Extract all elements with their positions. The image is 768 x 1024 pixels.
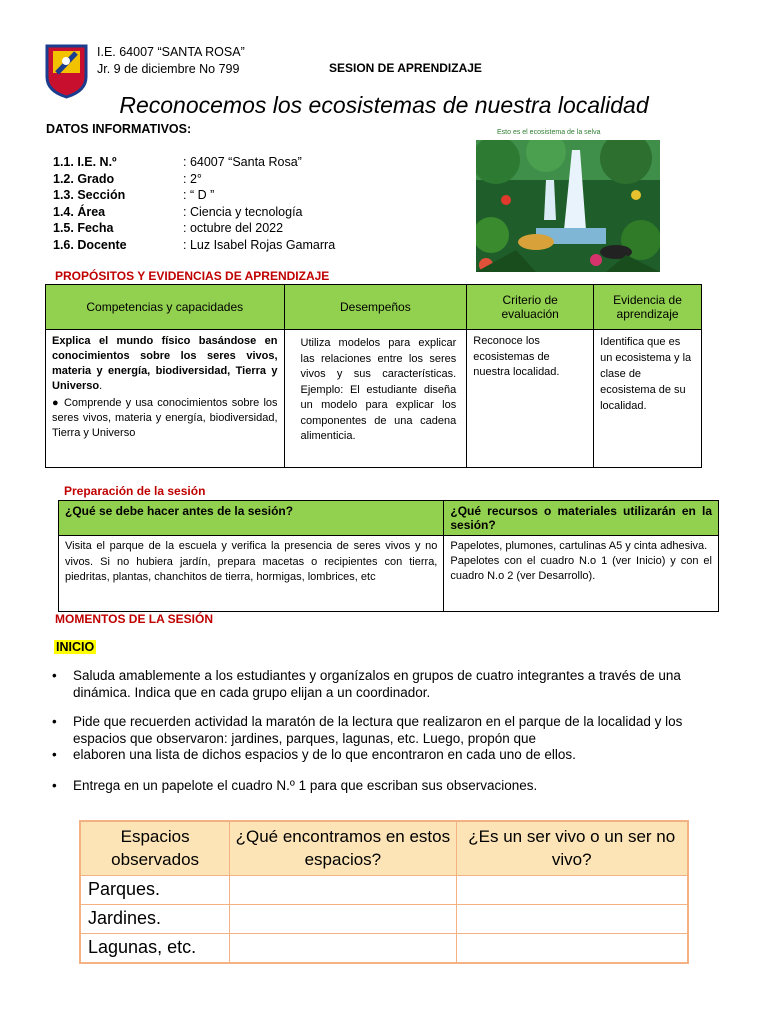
datos-label: 1.4. Área <box>53 204 106 219</box>
header-que-encontramos: ¿Qué encontramos en estos espacios? <box>230 821 456 875</box>
datos-value: : Luz Isabel Rojas Gamarra <box>183 237 336 252</box>
header-espacios: Espacios observados <box>80 821 230 875</box>
momentos-heading: MOMENTOS DE LA SESIÓN <box>55 612 214 626</box>
datos-heading: DATOS INFORMATIVOS: <box>46 122 192 136</box>
school-address: Jr. 9 de diciembre No 799 <box>97 62 240 76</box>
datos-label: 1.5. Fecha <box>53 221 114 235</box>
school-logo <box>44 43 89 99</box>
jungle-ecosystem-image <box>476 140 660 272</box>
preparacion-heading: Preparación de la sesión <box>64 484 206 498</box>
table-row <box>80 904 688 933</box>
empty-cell[interactable] <box>456 904 688 933</box>
datos-label: 1.2. Grado <box>53 171 115 186</box>
empty-cell[interactable] <box>456 875 688 904</box>
row-label: Lagunas, etc. <box>80 933 230 963</box>
recursos-text-2: Papelotes con el cuadro N.o 1 (ver Inicio) y con el cuadro N.o 2 (ver Desarrollo). <box>450 555 712 582</box>
header-recursos: ¿Qué recursos o materiales utilizarán en la sesión? <box>444 501 719 536</box>
empty-cell[interactable] <box>230 875 456 904</box>
empty-cell[interactable] <box>230 933 456 963</box>
evidencia-text: Identifica que es un ecosistema y la clase de ecosistema de su localidad. <box>594 330 702 468</box>
row-label: Jardines. <box>80 904 230 933</box>
datos-value: : octubre del 2022 <box>183 221 284 235</box>
datos-label: 1.3. Sección <box>53 188 126 202</box>
recursos-text-1: Papelotes, plumones, cartulinas A5 y cinta adhesiva. <box>450 540 708 552</box>
empty-cell[interactable] <box>456 933 688 963</box>
criterio-text: Reconoce los ecosistemas de nuestra localidad. <box>467 330 594 468</box>
datos-value: : Ciencia y tecnología <box>183 204 303 219</box>
desempeno-text: Utiliza modelos para explicar las relaciones entre los seres vivos y sus características. Ejemplo: El estudiante diseña un modelo para explicar los componentes de una cadena alimenticia. <box>284 330 467 468</box>
datos-label: 1.6. Docente <box>53 237 127 252</box>
jungle-caption: Esto es el ecosistema de la selva <box>497 129 601 136</box>
header-competencias: Competencias y capacidades <box>46 285 285 330</box>
page-title: Reconocemos los ecosistemas de nuestra localidad <box>119 92 649 118</box>
header-desempenos: Desempeños <box>284 285 467 330</box>
school-name: I.E. 64007 “SANTA ROSA” <box>97 45 245 59</box>
header-criterio: Criterio de evaluación <box>467 285 594 330</box>
cuadro-observaciones-table <box>79 820 689 964</box>
header-evidencia: Evidencia de aprendizaje <box>594 285 702 330</box>
antes-text: Visita el parque de la escuela y verifica la presencia de seres vivos y no vivos. Si no hubiera jardín, prepara macetas o recipientes con tierra, piedritas, plantas, chanchitos de tierra, hormigas, lombrices, etc <box>59 536 444 612</box>
propositos-heading: PROPÓSITOS Y EVIDENCIAS DE APRENDIZAJE <box>55 269 330 283</box>
table-row <box>80 875 688 904</box>
header-antes: ¿Qué se debe hacer antes de la sesión? <box>59 501 444 536</box>
propositos-table <box>45 284 702 468</box>
datos-value: : 2° <box>183 171 202 186</box>
preparacion-table <box>58 500 719 612</box>
capacidad-text: ● Comprende y usa conocimientos sobre los seres vivos, materia y energía, biodiversidad, Tierra y Universo <box>52 397 278 439</box>
session-label: SESION DE APRENDIZAJE <box>329 61 482 75</box>
inicio-label: INICIO <box>56 640 95 654</box>
competencia-text: Explica el mundo físico basándose en conocimientos sobre los seres vivos, materia y energía, biodiversidad, Tierra y Universo. <box>52 335 278 392</box>
datos-value: : “ D ” <box>183 188 215 202</box>
row-label: Parques. <box>80 875 230 904</box>
datos-label: 1.1. I.E. N.º <box>53 155 117 169</box>
table-row <box>80 933 688 963</box>
empty-cell[interactable] <box>230 904 456 933</box>
header-ser-vivo: ¿Es un ser vivo o un ser no vivo? <box>456 821 688 875</box>
datos-value: : 64007 “Santa Rosa” <box>183 155 302 169</box>
